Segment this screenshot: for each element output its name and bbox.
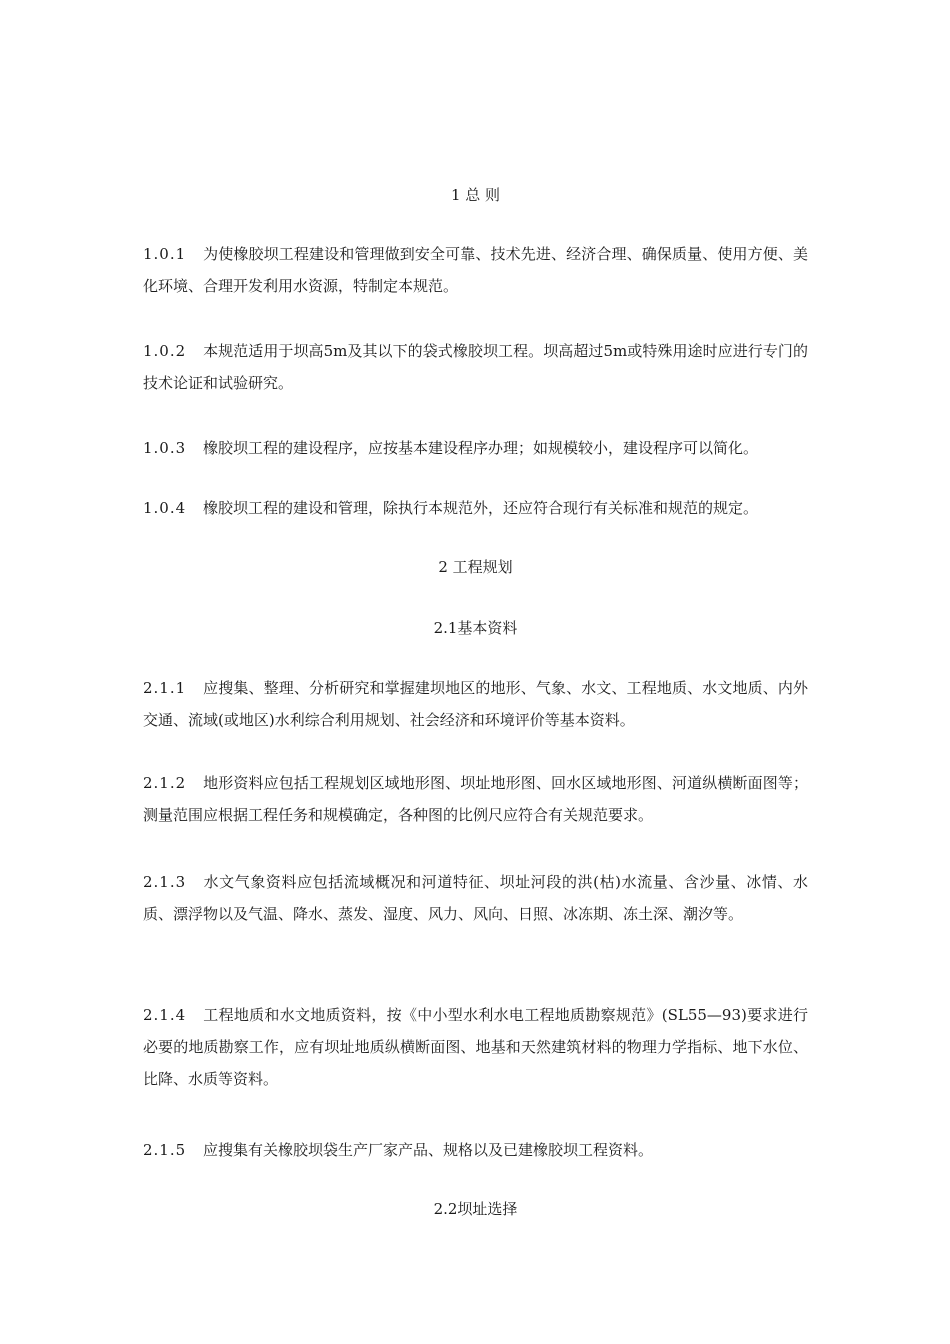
clause-number: 2.1.5	[143, 1141, 187, 1159]
clause-number: 1.0.2	[143, 342, 187, 360]
clause-number: 2.1.4	[143, 1006, 187, 1024]
clause-2-1-2	[143, 767, 808, 831]
clause-text: 水文气象资料应包括流域概况和河道特征、坝址河段的洪(枯)水流量、含沙量、冰情、水质、漂浮物以及气温、降水、蒸发、湿度、风力、风向、日照、冰冻期、冻土深、潮汐等。	[143, 873, 808, 923]
clause-1-0-2	[143, 335, 808, 399]
clause-2-1-3	[143, 866, 808, 930]
clause-text: 橡胶坝工程的建设和管理，除执行本规范外，还应符合现行有关标准和规范的规定。	[203, 499, 759, 517]
clause-text: 应搜集、整理、分析研究和掌握建坝地区的地形、气象、水文、工程地质、水文地质、内外交通、流域(或地区)水利综合利用规划、社会经济和环境评价等基本资料。	[143, 679, 808, 729]
clause-text: 本规范适用于坝高5m及其以下的袋式橡胶坝工程。坝高超过5m或特殊用途时应进行专门的技术论证和试验研究。	[143, 342, 808, 392]
clause-text: 工程地质和水文地质资料，按《中小型水利水电工程地质勘察规范》(SL55—93)要求进行必要的地质勘察工作，应有坝址地质纵横断面图、地基和天然建筑材料的物理力学指标、地下水位、比降、水质等资料。	[143, 1006, 808, 1088]
clause-2-1-1	[143, 672, 808, 736]
clause-2-1-5	[143, 1134, 808, 1166]
clause-number: 1.0.3	[143, 439, 187, 457]
clause-number: 2.1.1	[143, 679, 187, 697]
chapter-2-heading: 2 工程规划	[438, 558, 513, 576]
clause-number: 2.1.2	[143, 774, 187, 792]
clause-2-1-4	[143, 999, 808, 1095]
clause-1-0-3	[143, 432, 808, 464]
clause-text: 橡胶坝工程的建设程序，应按基本建设程序办理；如规模较小，建设程序可以简化。	[203, 439, 759, 457]
section-2-1-heading: 2.1基本资料	[433, 619, 518, 637]
section-2-2-heading: 2.2坝址选择	[433, 1200, 518, 1218]
clause-number: 2.1.3	[143, 873, 187, 891]
clause-text: 地形资料应包括工程规划区域地形图、坝址地形图、回水区域地形图、河道纵横断面图等；测量范围应根据工程任务和规模确定，各种图的比例尺应符合有关规范要求。	[143, 774, 808, 824]
clause-1-0-4	[143, 492, 808, 524]
clause-text: 为使橡胶坝工程建设和管理做到安全可靠、技术先进、经济合理、确保质量、使用方便、美化环境、合理开发利用水资源，特制定本规范。	[143, 245, 808, 295]
clause-text: 应搜集有关橡胶坝袋生产厂家产品、规格以及已建橡胶坝工程资料。	[203, 1141, 654, 1159]
clause-1-0-1	[143, 238, 808, 302]
chapter-1-heading: 1 总 则	[450, 186, 501, 204]
clause-number: 1.0.4	[143, 499, 187, 517]
clause-number: 1.0.1	[143, 245, 187, 263]
